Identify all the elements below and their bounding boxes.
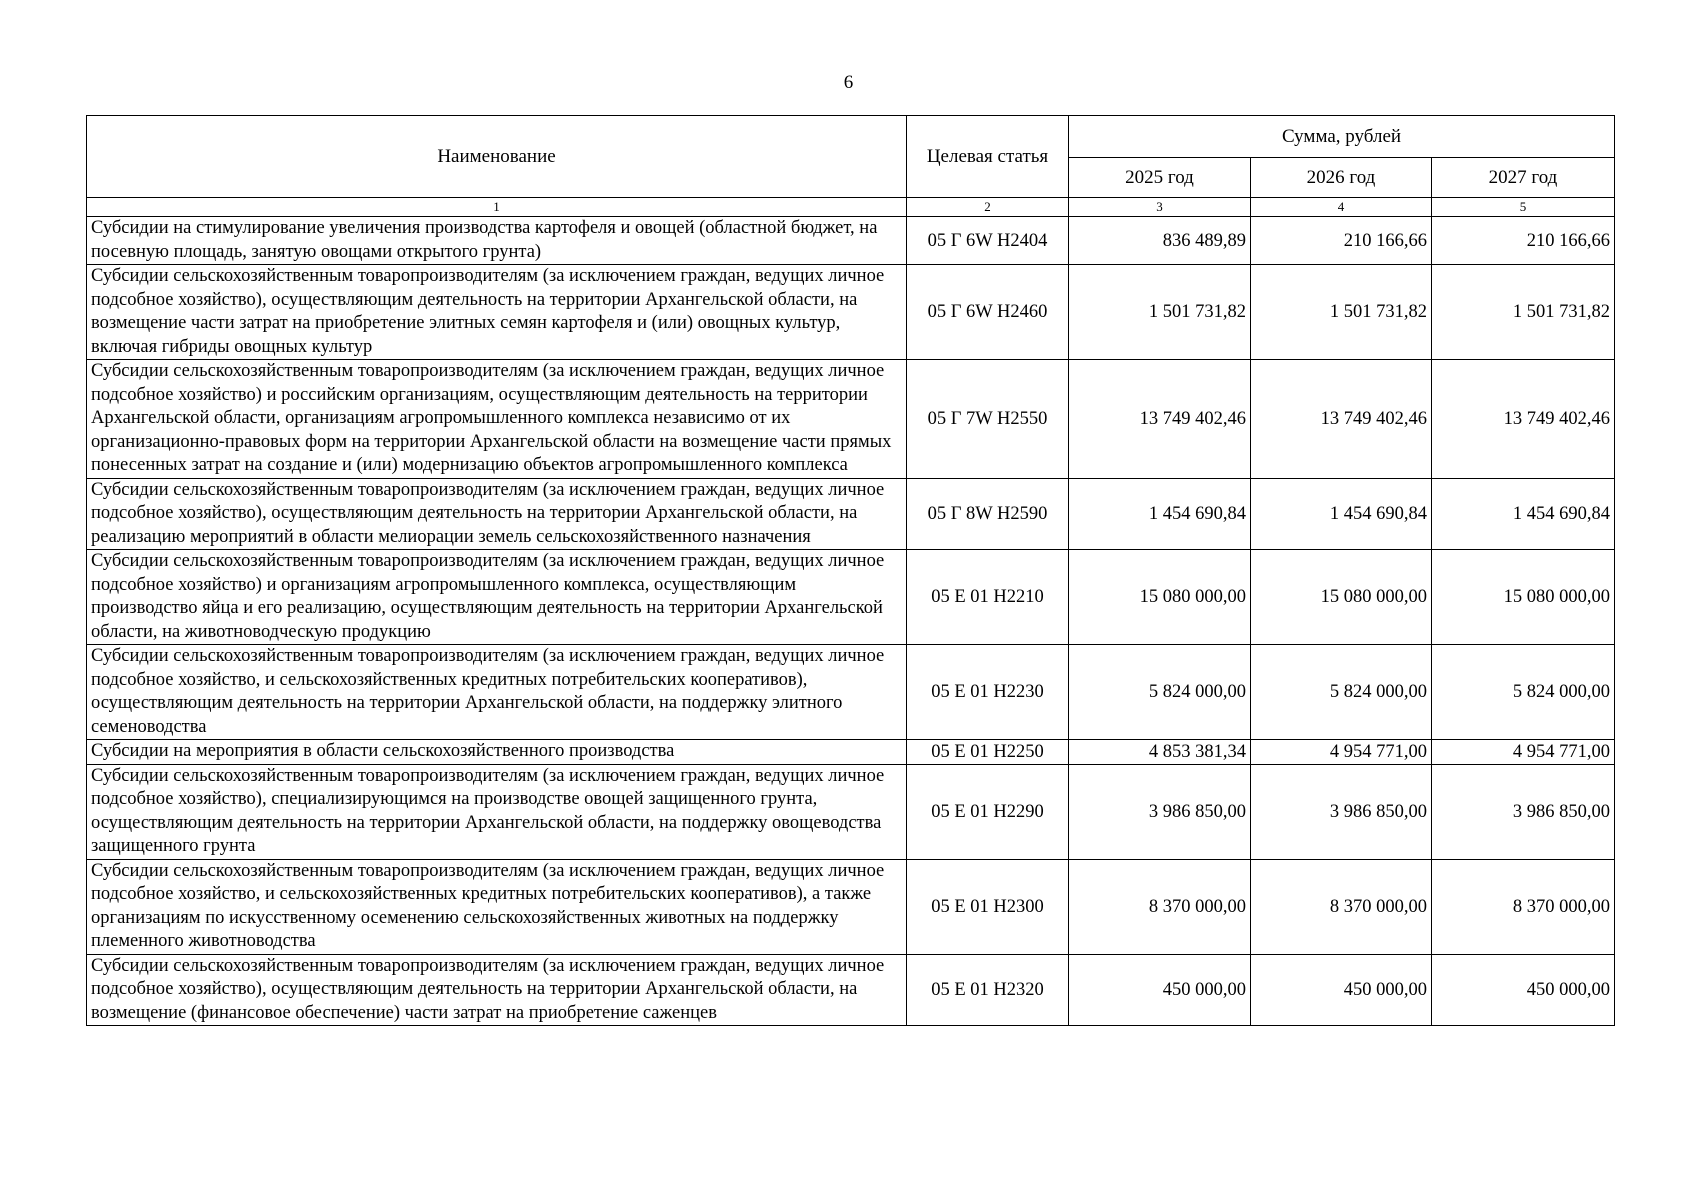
- row-code: 05 Е 01 H2250: [907, 740, 1069, 765]
- column-number: 4: [1251, 198, 1432, 217]
- row-code: 05 Е 01 H2230: [907, 645, 1069, 740]
- table-row: [87, 764, 1615, 859]
- row-code: 05 Г 6W H2460: [907, 265, 1069, 360]
- row-name: Субсидии сельскохозяйственным товаропроизводителям (за исключением граждан, ведущих личное подсобное хозяйство), специализирующимся на производстве овощей защищенного грунта, осуществляющим деятельность на территории Архангельской области, на поддержку овощеводства защищенного грунта: [87, 764, 907, 859]
- row-name: Субсидии на мероприятия в области сельскохозяйственного производства: [87, 740, 907, 765]
- table-row: [87, 859, 1615, 954]
- header-year-2027: 2027 год: [1432, 158, 1615, 198]
- row-name: Субсидии сельскохозяйственным товаропроизводителям (за исключением граждан, ведущих личное подсобное хозяйство, и сельскохозяйственных кредитных потребительских кооперативов), осуществляющим деятельность на территории Архангельской области, на поддержку элитного семеноводства: [87, 645, 907, 740]
- row-amount-2025: 450 000,00: [1069, 954, 1251, 1026]
- row-code: 05 Е 01 H2320: [907, 954, 1069, 1026]
- row-amount-2026: 5 824 000,00: [1251, 645, 1432, 740]
- row-name: Субсидии сельскохозяйственным товаропроизводителям (за исключением граждан, ведущих личное подсобное хозяйство) и российским организациям, осуществляющим деятельность на территории Архангельской области, организациям агропромышленного комплекса независимо от их организационно-правовых форм на территории Архангельской области на возмещение части прямых понесенных затрат на создание и (или) модернизацию объектов агропромышленного комплекса: [87, 360, 907, 479]
- row-code: 05 Г 6W H2404: [907, 217, 1069, 265]
- header-sum: Сумма, рублей: [1069, 116, 1615, 158]
- column-number: 1: [87, 198, 907, 217]
- row-name: Субсидии сельскохозяйственным товаропроизводителям (за исключением граждан, ведущих личное подсобное хозяйство), осуществляющим деятельность на территории Архангельской области, на возмещение части затрат на приобретение элитных семян картофеля и (или) овощных культур, включая гибриды овощных культур: [87, 265, 907, 360]
- row-amount-2027: 8 370 000,00: [1432, 859, 1615, 954]
- row-amount-2026: 1 501 731,82: [1251, 265, 1432, 360]
- table-row: [87, 645, 1615, 740]
- row-name: Субсидии сельскохозяйственным товаропроизводителям (за исключением граждан, ведущих личное подсобное хозяйство), осуществляющим деятельность на территории Архангельской области, на возмещение (финансовое обеспечение) части затрат на приобретение саженцев: [87, 954, 907, 1026]
- row-amount-2025: 15 080 000,00: [1069, 550, 1251, 645]
- row-name: Субсидии на стимулирование увеличения производства картофеля и овощей (областной бюджет, на посевную площадь, занятую овощами открытого грунта): [87, 217, 907, 265]
- row-code: 05 Г 8W H2590: [907, 478, 1069, 550]
- table-row: [87, 217, 1615, 265]
- row-name: Субсидии сельскохозяйственным товаропроизводителям (за исключением граждан, ведущих личное подсобное хозяйство), осуществляющим деятельность на территории Архангельской области, на реализацию мероприятий в области мелиорации земель сельскохозяйственного назначения: [87, 478, 907, 550]
- row-amount-2025: 836 489,89: [1069, 217, 1251, 265]
- row-amount-2025: 5 824 000,00: [1069, 645, 1251, 740]
- row-amount-2027: 1 454 690,84: [1432, 478, 1615, 550]
- row-amount-2025: 8 370 000,00: [1069, 859, 1251, 954]
- row-amount-2027: 210 166,66: [1432, 217, 1615, 265]
- row-amount-2026: 1 454 690,84: [1251, 478, 1432, 550]
- row-amount-2026: 13 749 402,46: [1251, 360, 1432, 479]
- table-row: [87, 954, 1615, 1026]
- row-code: 05 Е 01 H2290: [907, 764, 1069, 859]
- table-row: [87, 740, 1615, 765]
- table-row: [87, 360, 1615, 479]
- header-year-2026: 2026 год: [1251, 158, 1432, 198]
- row-amount-2026: 8 370 000,00: [1251, 859, 1432, 954]
- row-name: Субсидии сельскохозяйственным товаропроизводителям (за исключением граждан, ведущих личное подсобное хозяйство, и сельскохозяйственных кредитных потребительских кооперативов), а также организациям по искусственному осеменению сельскохозяйственных животных на поддержку племенного животноводства: [87, 859, 907, 954]
- row-amount-2027: 15 080 000,00: [1432, 550, 1615, 645]
- row-amount-2025: 1 501 731,82: [1069, 265, 1251, 360]
- column-number-row: [87, 198, 1615, 217]
- row-amount-2027: 4 954 771,00: [1432, 740, 1615, 765]
- page-number: 6: [843, 72, 854, 93]
- row-amount-2027: 13 749 402,46: [1432, 360, 1615, 479]
- row-amount-2027: 1 501 731,82: [1432, 265, 1615, 360]
- row-code: 05 Е 01 H2210: [907, 550, 1069, 645]
- row-name: Субсидии сельскохозяйственным товаропроизводителям (за исключением граждан, ведущих личное подсобное хозяйство) и организациям агропромышленного комплекса, осуществляющим производство яйца и его реализацию, осуществляющим деятельность на территории Архангельской области, на животноводческую продукцию: [87, 550, 907, 645]
- row-amount-2025: 1 454 690,84: [1069, 478, 1251, 550]
- row-amount-2027: 3 986 850,00: [1432, 764, 1615, 859]
- row-code: 05 Г 7W H2550: [907, 360, 1069, 479]
- column-number: 2: [907, 198, 1069, 217]
- row-amount-2026: 450 000,00: [1251, 954, 1432, 1026]
- row-amount-2026: 210 166,66: [1251, 217, 1432, 265]
- table-row: [87, 550, 1615, 645]
- row-amount-2027: 5 824 000,00: [1432, 645, 1615, 740]
- table-row: [87, 265, 1615, 360]
- row-amount-2025: 4 853 381,34: [1069, 740, 1251, 765]
- column-number: 3: [1069, 198, 1251, 217]
- header-name: Наименование: [87, 116, 907, 198]
- budget-table: [86, 115, 1615, 1026]
- row-amount-2027: 450 000,00: [1432, 954, 1615, 1026]
- row-amount-2026: 3 986 850,00: [1251, 764, 1432, 859]
- row-amount-2026: 15 080 000,00: [1251, 550, 1432, 645]
- header-year-2025: 2025 год: [1069, 158, 1251, 198]
- column-number: 5: [1432, 198, 1615, 217]
- table-row: [87, 478, 1615, 550]
- header-target-article: Целевая статья: [907, 116, 1069, 198]
- row-code: 05 Е 01 H2300: [907, 859, 1069, 954]
- row-amount-2025: 13 749 402,46: [1069, 360, 1251, 479]
- row-amount-2026: 4 954 771,00: [1251, 740, 1432, 765]
- row-amount-2025: 3 986 850,00: [1069, 764, 1251, 859]
